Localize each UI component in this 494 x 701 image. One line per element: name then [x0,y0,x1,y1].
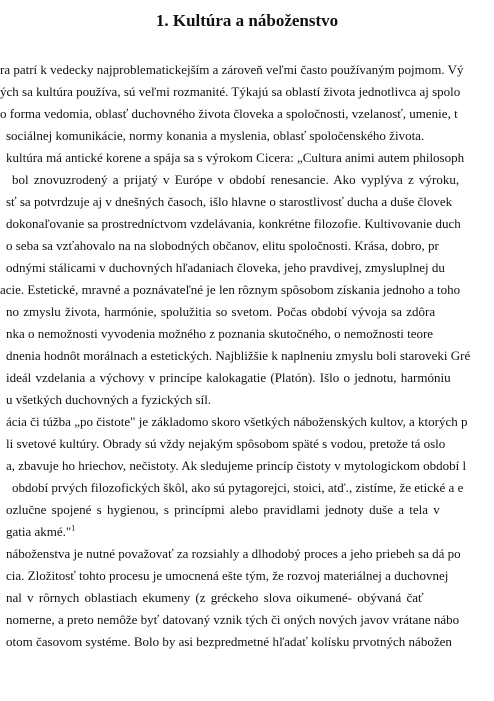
line-text: dokonaľovanie sa prostredníctvom vzdelávania, konkrétne filozofie. Kultivovanie duch [6,216,461,231]
text-line [0,455,494,477]
text-line [0,257,494,279]
line-text: no zmyslu života, harmónie, spolužitia so svetom. Počas období vývoja sa zdôra [6,304,436,319]
text-line [0,81,494,103]
text-line [0,499,494,521]
text-line [0,477,494,499]
line-text: náboženstva je nutné považovať za rozsiahly a dlhodobý proces a jeho priebeh sa dá po [6,546,461,561]
line-text: nomerne, a preto nemôže byť datovaný vznik tých či oných nových javov vrátane nábo [6,612,460,627]
body-text [0,59,494,653]
line-text: sť sa potvrdzuje aj v dnešných časoch, išlo hlavne o starostlivosť ducha a duše človek [6,194,453,209]
text-line [0,59,494,81]
line-text: o seba sa vzťahovalo na na slobodných občanov, elitu spoločnosti. Krása, dobro, pr [6,238,439,253]
line-text-with-footnote [6,521,75,543]
line-text: období prvých filozofických škôl, ako sú pytagorejci, stoici, atď., zistíme, že etické a e [12,480,464,495]
line-text: gatia akmé." [6,524,72,539]
text-line [0,147,494,169]
text-line [0,169,494,191]
text-line [0,367,494,389]
text-line [0,103,494,125]
line-text: ácia či túžba „po čistote" je základomo skoro všetkých náboženských kultov, a ktorých p [6,414,468,429]
line-text: acie. Estetické, mravné a poznávateľné je len rôznym spôsobom získania jednoho a toho [0,282,461,297]
text-line [0,631,494,653]
line-text: nal v rôrnych oblastiach ekumeny (z gréckeho slova oikumené- obývaná čať [6,590,424,605]
line-text: a, zbavuje ho hriechov, nečistoty. Ak sledujeme princíp čistoty v mytologickom období l [6,458,467,473]
text-line [0,235,494,257]
line-text: sociálnej komunikácie, normy konania a myslenia, oblasť spoločenského života. [6,128,425,143]
line-text: ideál vzdelania a výchovy v princípe kalokagatie (Platón). Išlo o jednotu, harmóniu [6,370,451,385]
text-line [0,213,494,235]
text-line [0,389,494,411]
text-line [0,565,494,587]
line-text: ých sa kultúra používa, sú veľmi rozmanité. Týkajú sa oblastí života jednotlivca aj spolo [0,84,461,99]
line-text: kultúra má antické korene a spája sa s výrokom Cicera: „Cultura animi autem philosoph [6,150,465,165]
text-line [0,587,494,609]
line-text: ozlučne spojené s hygienou, s princípmi alebo pravidlami jednoty duše a tela v [6,502,440,517]
text-line [0,345,494,367]
text-line [0,323,494,345]
footnote-mark: 1 [71,523,76,533]
text-line [0,543,494,565]
text-line [0,125,494,147]
line-text: u všetkých duchovných a fyzických síl. [6,392,212,407]
line-text: nka o nemožnosti vyvodenia možného z poznania skutočného, o nemožnosti teore [6,326,434,341]
line-text: dnenia hodnôt morálnach a estetických. Najbližšie k naplneniu zmyslu boli staroveki Gré [6,348,471,363]
line-text: cia. Zložitosť tohto procesu je umocnená ešte tým, že rozvoj materiálnej a duchovnej [6,568,449,583]
text-line [0,301,494,323]
line-text: bol znovuzrodený a prijatý v Európe v období renesancie. Ako vyplýva z výroku, [12,172,460,187]
text-line [0,433,494,455]
text-line [0,521,494,543]
text-line [0,411,494,433]
line-text: ra patrí k vedecky najproblematickejším a zároveň veľmi často používaným pojmom. Vý [0,62,464,77]
text-line [0,279,494,301]
line-text: odnými stálicami v duchovných hľadaniach človeka, jeho pravdivej, zmysluplnej du [6,260,445,275]
chapter-heading: 1. Kultúra a náboženstvo [155,11,339,30]
line-text: li svetové kultúry. Obrady sú vždy nejakým spôsobom späté s vodou, pretože tá oslo [6,436,446,451]
line-text: o forma vedomia, oblasť duchovného života človeka a spoločnosti, vzelanosť, umenie, t [0,106,458,121]
text-line [0,609,494,631]
text-line [0,191,494,213]
line-text: otom časovom systéme. Bolo by asi bezpredmetné hľadať kolísku prvotných nábožen [6,634,452,649]
